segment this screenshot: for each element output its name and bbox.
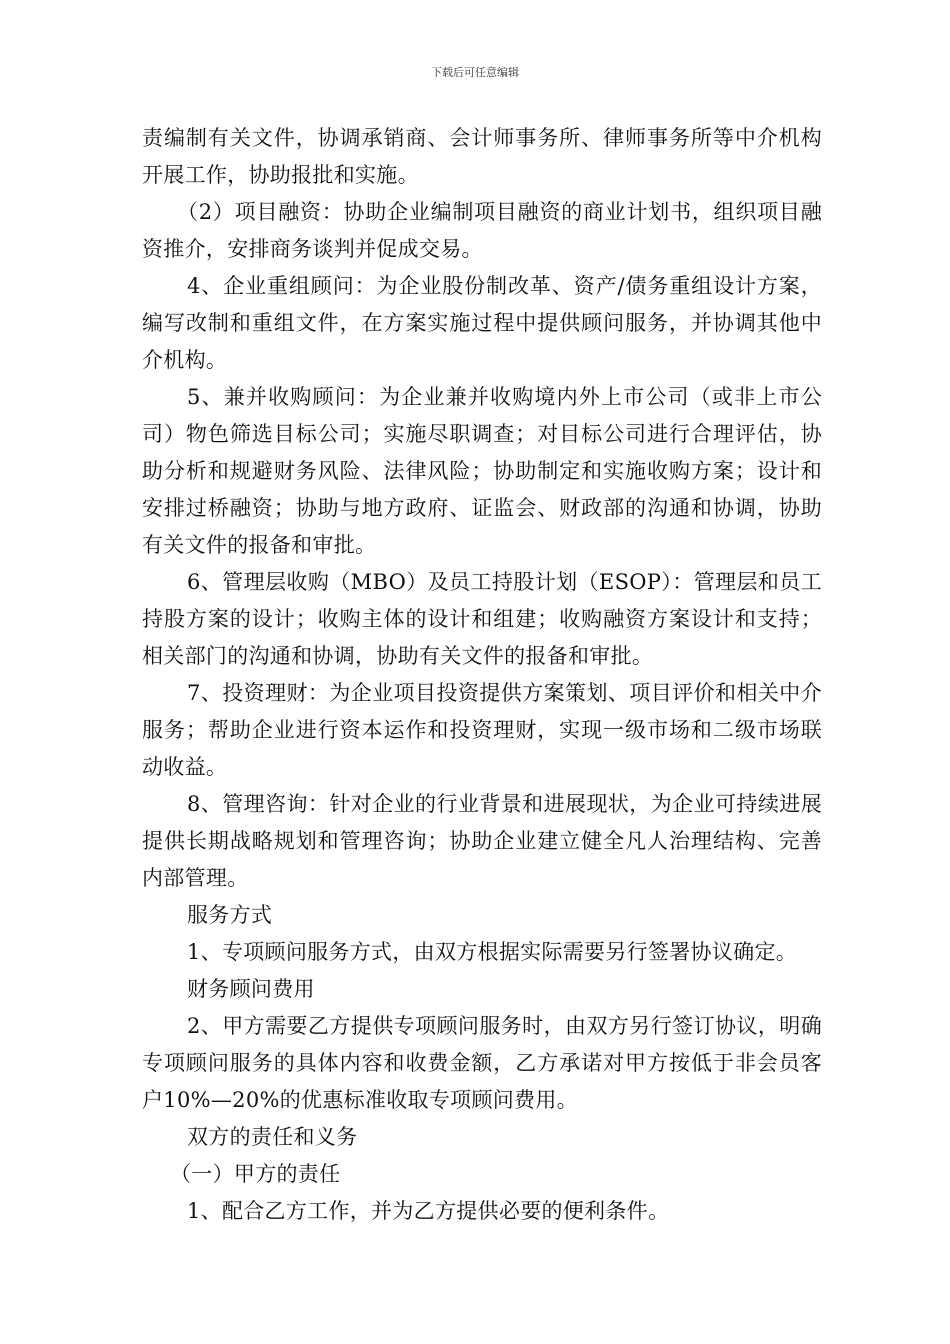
paragraph-continuation: 责编制有关文件，协调承销商、会计师事务所、律师事务所等中介机构开展工作，协助报批和实施。 [142,126,822,187]
heading-responsibilities: 双方的责任和义务 [187,1125,358,1149]
paragraph-service-mode: 1、专项顾问服务方式，由双方根据实际需要另行签署协议确定。 [187,940,798,964]
heading-advisory-fee: 财务顾问费用 [187,977,315,1001]
heading-service-mode: 服务方式 [187,903,273,927]
paragraph-advisory-fee: 2、甲方需要乙方提供专项顾问服务时，由双方另行签订协议，明确专项顾问服务的具体内容和收费金额，乙方承诺对甲方按低于非会员客户10%—20%的优惠标准收取专项顾问费用。 [142,1014,822,1112]
heading-party-a-responsibility: （一）甲方的责任 [170,1162,341,1186]
paragraph-mbo-esop: 6、管理层收购（MBO）及员工持股计划（ESOP）：管理层和员工持股方案的设计；收购主体的设计和组建；收购融资方案设计和支持；相关部门的沟通和协调，协助有关文件的报备和审批。 [142,570,822,668]
paragraph-ma-advisor: 5、兼并收购顾问：为企业兼并收购境内外上市公司（或非上市公司）物色筛选目标公司；实施尽职调查；对目标公司进行合理评估，协助分析和规避财务风险、法律风险；协助制定和实施收购方案；设计和安排过桥融资；协助与地方政府、证监会、财政部的沟通和协调，协助有关文件的报备和审批。 [142,385,822,557]
paragraph-party-a-item-1: 1、配合乙方工作，并为乙方提供必要的便利条件。 [187,1199,670,1223]
document-body [142,120,822,1230]
paragraph-investment: 7、投资理财：为企业项目投资提供方案策划、项目评价和相关中介服务；帮助企业进行资本运作和投资理财，实现一级市场和二级市场联动收益。 [142,681,822,779]
paragraph-restructuring-advisor: 4、企业重组顾问：为企业股份制改革、资产/债务重组设计方案，编写改制和重组文件，在方案实施过程中提供顾问服务，并协调其他中介机构。 [142,274,822,372]
page-header: 下载后可任意编辑 [431,66,519,79]
paragraph-consulting: 8、管理咨询：针对企业的行业背景和进展现状，为企业可持续进展提供长期战略规划和管理咨询；协助企业建立健全凡人治理结构、完善内部管理。 [142,792,822,890]
paragraph-project-financing: （2）项目融资：协助企业编制项目融资的商业计划书，组织项目融资推介，安排商务谈判并促成交易。 [142,200,822,261]
